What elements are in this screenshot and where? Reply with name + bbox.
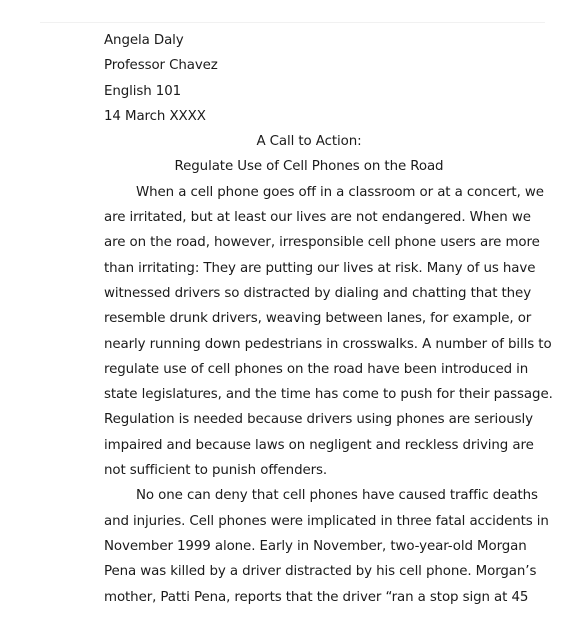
- paragraph-line: No one can deny that cell phones have caused traffic deaths: [136, 488, 538, 504]
- paragraph-line: not sufficient to punish offenders.: [104, 463, 328, 479]
- paragraph-line: nearly running down pedestrians in crosswalks. A number of bills to: [104, 336, 552, 352]
- paragraph-line: mother, Patti Pena, reports that the driver “ran a stop sign at 45: [104, 589, 529, 605]
- paragraph-2: [104, 483, 549, 609]
- paragraph-line: state legislatures, and the time has come to push for their passage.: [104, 387, 553, 403]
- paragraph-line: November 1999 alone. Early in November, two-year-old Morgan: [104, 538, 527, 554]
- paragraph-line: than irritating: They are putting our lives at risk. Many of us have: [104, 260, 536, 276]
- page-top-divider: [40, 22, 545, 23]
- essay-body: [104, 28, 553, 610]
- paragraph-line: witnessed drivers so distracted by dialing and chatting that they: [104, 285, 532, 301]
- essay-date: 14 March XXXX: [104, 108, 206, 124]
- paragraph-line: Regulation is needed because drivers using phones are seriously: [104, 412, 533, 428]
- paragraph-line: resemble drunk drivers, weaving between lanes, for example, or: [104, 311, 532, 327]
- paragraph-line: When a cell phone goes off in a classroom or at a concert, we: [136, 184, 544, 200]
- paragraph-line: are on the road, however, irresponsible cell phone users are more: [104, 235, 540, 251]
- essay-title-line-1: A Call to Action:: [256, 134, 362, 150]
- paragraph-1: [104, 180, 553, 484]
- professor-name: Professor Chavez: [104, 58, 218, 74]
- paragraph-line: regulate use of cell phones on the road have been introduced in: [104, 361, 529, 377]
- essay-title-line-2: Regulate Use of Cell Phones on the Road: [174, 159, 444, 175]
- course-name: English 101: [104, 83, 182, 99]
- paragraph-line: are irritated, but at least our lives are not endangered. When we: [104, 210, 531, 226]
- student-name: Angela Daly: [104, 33, 184, 48]
- paragraph-line: impaired and because laws on negligent and reckless driving are: [104, 437, 534, 453]
- paragraph-line: Pena was killed by a driver distracted by his cell phone. Morgan’s: [104, 564, 537, 580]
- paragraph-line: and injuries. Cell phones were implicated in three fatal accidents in: [104, 513, 549, 529]
